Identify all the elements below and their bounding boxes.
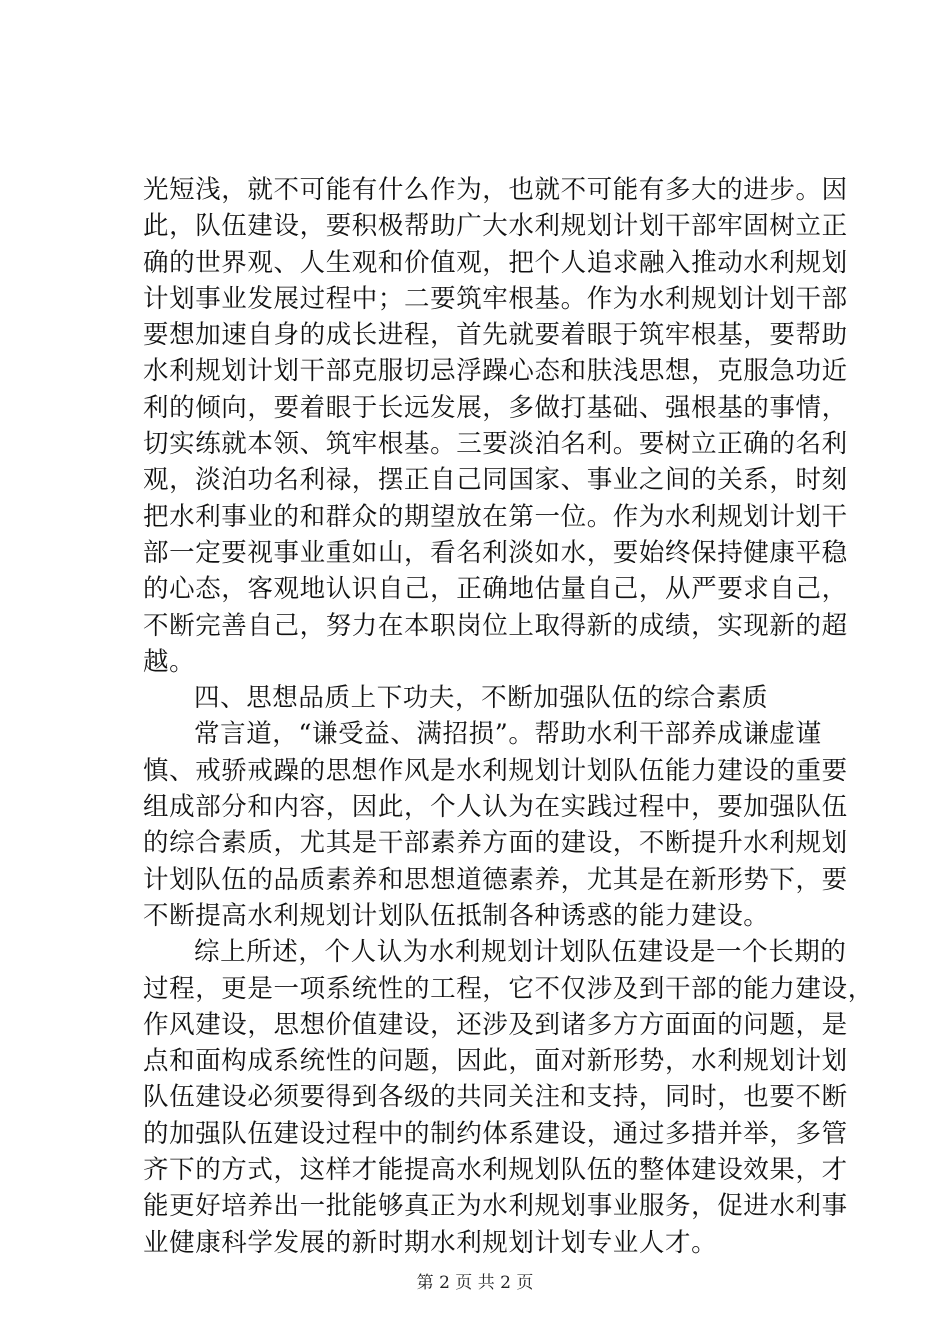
text-line: 的心态，客观地认识自己，正确地估量自己，从严要求自己， — [143, 574, 848, 605]
section-heading: 四、思想品质上下功夫，不断加强队伍的综合素质 — [194, 683, 769, 714]
paragraph-first-line: 综上所述，个人认为水利规划计划队伍建设是一个长期的 — [194, 937, 847, 968]
text-line: 计划事业发展过程中；二要筑牢根基。作为水利规划计划干部 — [143, 283, 848, 314]
text-line: 此，队伍建设，要积极帮助广大水利规划计划干部牢固树立正 — [143, 211, 848, 242]
text-line: 能更好培养出一批能够真正为水利规划事业服务，促进水利事 — [143, 1191, 848, 1222]
text-line: 观，淡泊功名利禄，摆正自己同国家、事业之间的关系，时刻 — [143, 465, 848, 496]
page-number-footer: 第 2 页 共 2 页 — [416, 1273, 534, 1293]
text-line: 水利规划计划干部克服切忌浮躁心态和肤浅思想，克服急功近 — [143, 356, 848, 387]
text-line: 业健康科学发展的新时期水利规划计划专业人才。 — [143, 1227, 718, 1258]
paragraph-first-line: 常言道，“谦受益、满招损”。帮助水利干部养成谦虚谨 — [194, 719, 822, 750]
text-line: 计划队伍的品质素养和思想道德素养，尤其是在新形势下，要 — [143, 864, 848, 895]
text-line: 光短浅，就不可能有什么作为，也就不可能有多大的进步。因 — [143, 175, 848, 205]
text-line: 组成部分和内容，因此，个人认为在实践过程中，要加强队伍 — [143, 792, 848, 823]
text-line: 齐下的方式，这样才能提高水利规划队伍的整体建设效果，才 — [143, 1155, 848, 1186]
text-line: 的综合素质，尤其是干部素养方面的建设，不断提升水利规划 — [143, 828, 848, 859]
text-line: 慎、戒骄戒躁的思想作风是水利规划计划队伍能力建设的重要 — [143, 755, 848, 786]
text-line: 确的世界观、人生观和价值观，把个人追求融入推动水利规划 — [143, 247, 848, 278]
text-line: 不断提高水利规划计划队伍抵制各种诱惑的能力建设。 — [143, 900, 770, 931]
text-line: 点和面构成系统性的问题，因此，面对新形势，水利规划计划 — [143, 1046, 848, 1077]
text-line: 利的倾向，要着眼于长远发展，多做打基础、强根基的事情， — [143, 392, 848, 423]
text-line: 不断完善自己，努力在本职岗位上取得新的成绩，实现新的超 — [143, 610, 848, 641]
text-line: 切实练就本领、筑牢根基。三要淡泊名利。要树立正确的名利 — [143, 429, 848, 460]
text-line: 部一定要视事业重如山，看名利淡如水，要始终保持健康平稳 — [143, 537, 848, 568]
text-line: 作风建设，思想价值建设，还涉及到诸多方方面面的问题，是 — [143, 1009, 848, 1040]
text-line: 把水利事业的和群众的期望放在第一位。作为水利规划计划干 — [143, 501, 848, 532]
text-line: 越。 — [143, 646, 196, 677]
text-line: 过程，更是一项系统性的工程，它不仅涉及到干部的能力建设， — [143, 973, 874, 1004]
body-text — [143, 172, 874, 1261]
text-line: 队伍建设必须要得到各级的共同关注和支持，同时，也要不断 — [143, 1082, 848, 1113]
text-line: 的加强队伍建设过程中的制约体系建设，通过多措并举，多管 — [143, 1118, 848, 1149]
text-line: 要想加速自身的成长进程，首先就要着眼于筑牢根基，要帮助 — [143, 320, 848, 351]
